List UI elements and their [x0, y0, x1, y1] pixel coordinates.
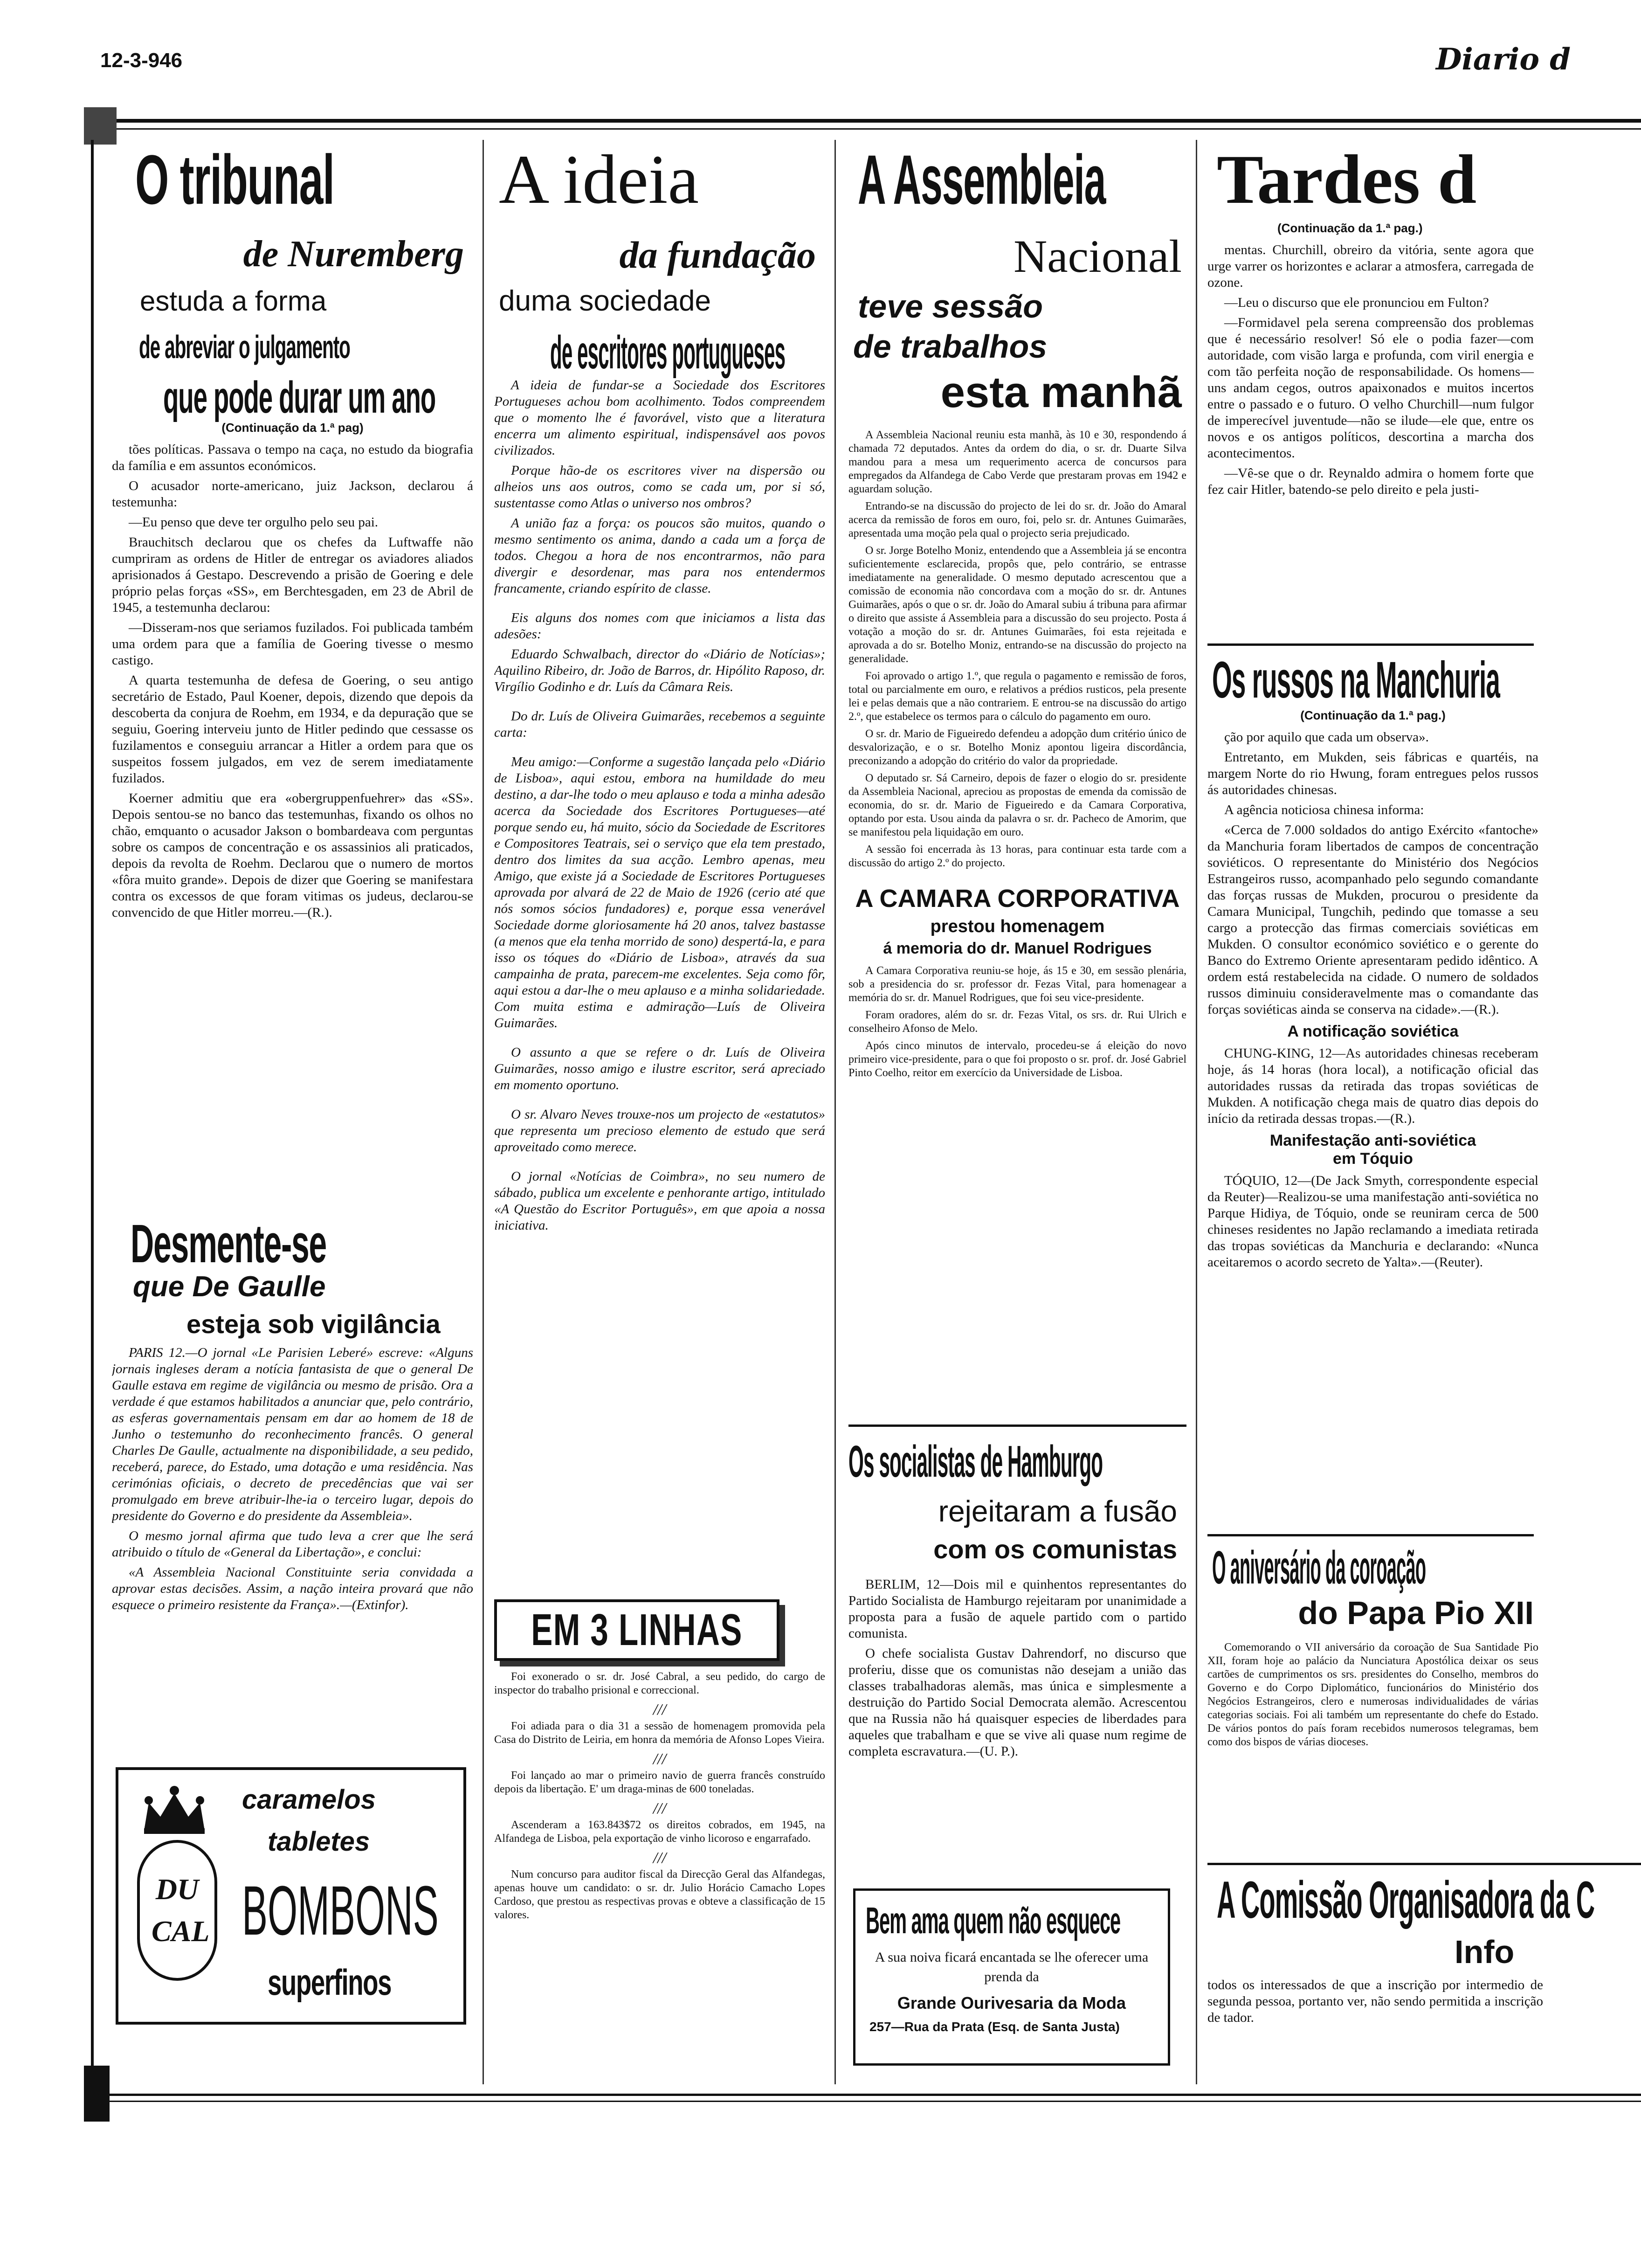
paragraph: —Disseram-nos que seriamos fuzilados. Foi publicada também uma ordem para que a família de Goering tivesse o mesmo castigo.: [112, 620, 473, 668]
headline: A Comissão Organisadora da C: [1217, 1871, 1595, 1929]
ad-line: BOMBONS: [242, 1871, 439, 1950]
paragraph: todos os interessados de que a inscrição por intermedio de segunda pessoa, portanto ver, não sendo permitida a inscrição de tador.: [1207, 1978, 1543, 2025]
paragraph: —Eu penso que deve ter orgulho pelo seu pai.: [129, 515, 379, 530]
bottom-rule-2: [84, 2101, 1641, 2102]
ad-name: Grande Ourivesaria da Moda: [897, 1993, 1126, 2012]
subheadline: de escritores portugueses: [550, 326, 786, 379]
subheadline: Info: [1455, 1934, 1515, 1970]
paragraph: O chefe socialista Gustav Dahrendorf, no discurso que proferiu, disse que os comunistas não desejam a união das classes trabalhadoras alemãs, mas única e simplesmente a destruição do Partido Social Democrata alemão. Acrescentou que na Russia não há quaisquer especies de liberdades para aqueles que trabalham e que se vive ali quase num regime de completa escravatura.—(U. P.).: [848, 1646, 1186, 1759]
article-papa: [1207, 1541, 1538, 1858]
paragraph: BERLIM, 12—Dois mil e quinhentos representantes do Partido Socialista de Hamburgo rejeitaram por unanimidade a proposta para a fusão de aquele partido com o partido comunista.: [848, 1577, 1186, 1641]
article-tardes: [1207, 140, 1641, 639]
paragraph: Entrando-se na discussão do projecto de lei do sr. dr. João do Amaral acerca da remissão de foros em ouro, foi, pelo sr. dr. Antunes Guimarães, apresentada uma moção pela qual o projecto seria prejudicado.: [848, 500, 1186, 539]
paragraph: mentas. Churchill, obreiro da vitória, sente agora que urge varrer os horizontes e aclarar a atmosfera, carregada de ozone.: [1207, 242, 1534, 290]
section-subheading: em Tóquio: [1333, 1150, 1413, 1168]
paragraph: A Camara Corporativa reuniu-se hoje, ás 15 e 30, em sessão plenária, sob a presidencia do sr. professor dr. Fezas Vital, para homenagear a memória do sr. dr. Manuel Rodrigues, que foi seu vice-presidente.: [848, 965, 1186, 1004]
page-date: 12-3-946: [100, 49, 183, 72]
section-heading: A CAMARA CORPORATIVA: [855, 885, 1180, 913]
subheadline: duma sociedade: [499, 285, 711, 317]
headline: Tardes d: [1217, 141, 1477, 218]
paragraph: Eis alguns dos nomes com que iniciamos a lista das adesões:: [494, 610, 825, 642]
ad-line: caramelos: [242, 1784, 376, 1815]
top-rule-thin: [84, 128, 1641, 130]
ad-ducal: [116, 1767, 466, 2025]
column-divider: [483, 140, 484, 2084]
section-rule: [1207, 1863, 1641, 1865]
paragraph: TÓQUIO, 12—(De Jack Smyth, correspondente especial da Reuter)—Realizou-se uma manifestação anti-soviética no Parque Hidiya, de Tóquio, onde se reuniram cerca de 500 chineses residentes no Japão reclamando a imediata retirada das tropas soviéticas da Manchuria e declarando: «Nunca aceitaremos o acordo secreto de Yalta».—(Reuter).: [1207, 1173, 1538, 1270]
subheadline: de Nuremberg: [243, 234, 464, 275]
paragraph: —Vê-se que o dr. Reynaldo admira o homem forte que fez cair Hitler, batendo-se pelo direito e pela justi-: [1207, 466, 1534, 497]
separator: ///: [653, 1701, 667, 1718]
left-border: [91, 140, 94, 2098]
paragraph: A ideia de fundar-se a Sociedade dos Escritores Portugueses achou bom acolhimento. Todos compreendem que o momento lhe é favorável, visto que a literatura encerra um alimento espiritual, indispensável aos povos civilizados.: [494, 378, 825, 458]
paragraph: A Assembleia Nacional reuniu esta manhã, às 10 e 30, respondendo á chamada 72 deputados. Antes da ordem do dia, o sr. dr. Duarte Silva mandou para a mesa um requerimento acerca de concursos para empregados da Alfandega de Cabo Verde que prestaram provas em 1942 e aguardam solução.: [848, 429, 1186, 495]
subheadline: rejeitaram a fusão: [938, 1494, 1177, 1528]
ad-text: A sua noiva ficará encantada se lhe oferecer uma prenda da: [875, 1950, 1149, 1984]
crown-icon: [139, 1784, 209, 1835]
paragraph: O deputado sr. Sá Carneiro, depois de fazer o elogio do sr. presidente da Assembleia Nacional, apreciou as propostas de emenda da comissão de economia, do sr. dr. Mario de Figueiredo e da Camara Corporativa, optando por esta. Usou ainda da palavra o sr. dr. Pacheco de Amorim, que se manifestou pela liquidação em ouro.: [848, 772, 1186, 838]
section-rule: [848, 1424, 1186, 1427]
paragraph: tões políticas. Passava o tempo na caça, no estudo da biografia da família e em assuntos económicos.: [112, 442, 473, 473]
ducal-logo: [137, 1840, 217, 1981]
paragraph: CHUNG-KING, 12—As autoridades chinesas receberam hoje, ás 14 horas (hora local), a notificação oficial das autoridades russas da retirada das tropas soviéticas de Mukden. A notificação chega mais de quatro dias depois do início da retirada dessas tropas.—(R.).: [1207, 1046, 1538, 1126]
brief-item: Foi exonerado o sr. dr. José Cabral, a seu pedido, do cargo de inspector do trabalho prisional e correccional.: [494, 1671, 825, 1696]
paragraph: Meu amigo:—Conforme a sugestão lançada pelo «Diário de Lisboa», aqui estou, embora na humildade do meu destino, a dar-lhe todo o meu aplauso e toda a minha adesão acerca da Sociedade dos Escritores Portugueses—até porque sendo eu, há muito, sócio da Sociedade de Escritores e Compositores Teatrais, sei o serviço que ela tem prestado, dentro dos limites da sua acção. Lembro apenas, meu Amigo, que existe já a Sociedade de Escritores Portugueses aprovada por alvará de 22 de Maio de 1926 (cerio até que nós somos sócios fundadores) e, porque essa venerável Sociedade dorme gloriosamente há 20 anos, talvez bastasse (a menos que ela tenha morrido de sono) despertá-la, e para isso os tóques do «Diário de Lisboa», através da sua campainha de prata, parecem-me excelentes. Seja como fôr, aqui estou a dar-lhe o meu aplauso e a minha solidariedade. Com muita estima e admiração—Luís de Oliveira Guimarães.: [494, 754, 825, 1030]
em3linhas-title-box: [494, 1599, 779, 1661]
subheadline: do Papa Pio XII: [1298, 1595, 1534, 1631]
paragraph: O mesmo jornal afirma que tudo leva a crer que lhe será atribuido o título de «General da Libertação», e conclui:: [112, 1528, 473, 1560]
brief-item: Foi adiada para o dia 31 a sessão de homenagem promovida pela Casa do Distrito de Leiria, em honra da memória de Afonso Lopes Vieira.: [494, 1720, 825, 1746]
paragraph: Comemorando o VII aniversário da coroação de Sua Santidade Pio XII, foram hoje ao palácio da Nunciatura Apostólica deixar os seus cartões de cumprimentos os srs. presidentes do Conselho, membros do Governo e do Corpo Diplomático, funcionários do Ministério dos Negócios Estrangeiros, clero e numerosas individualidades de várias categorias sociais. Foi ali também um representante do chefe do Estado. De vários pontos do país foram recebidos numerosos telegramas, bem como dos bispos de várias dioceses.: [1207, 1641, 1538, 1748]
masthead: Diario d: [1436, 42, 1571, 77]
paragraph: Entretanto, em Mukden, seis fábricas e quartéis, na margem Norte do rio Hwung, foram entregues pelos russos ás autoridades chinesas.: [1207, 750, 1538, 797]
paragraph: Koerner admitiu que era «obergruppenfuehrer» das «SS». Depois sentou-se no banco das testemunhas, fixando os olhos no chão, emquanto o acusador Jakson o bombardeava com perguntas sobre os campos de concentração e os assassinios ali praticados, depois da revolta de Roehm. Declarou que o numero de mortos «fôra muito grande». Depois de dizer que Goering se manifestara contra os excessos de que foram vitimas os judeus, declarou-se convencido de que Hitler morreu.—(R.).: [112, 791, 473, 920]
bottom-rule: [84, 2094, 1641, 2096]
continuation-note: (Continuação da 1.ª pag.): [1277, 221, 1423, 235]
paragraph: O sr. Jorge Botelho Moniz, entendendo que a Assembleia já se encontra suficientemente esclarecida, propôs que, pelo contrário, se entrasse imediatamente na generalidade. O mesmo deputado acrescentou que a comissão de economia não concordava com a moção do sr. dr. Antunes Guimarães, após o que o sr. dr. João do Amaral subiu á tribuna para afirmar o direito que assiste á Assembleia para a discussão do seu projecto. Posta á votação a moção do sr. dr. Antunes Guimarães, foi esta rejeitada e aprovada a do sr. Botelho Moniz, entrando-se na discussão do projecto na generalidade.: [848, 545, 1186, 665]
paragraph: O acusador norte-americano, juiz Jackson, declarou á testemunha:: [112, 478, 473, 510]
paragraph: ção por aquilo que cada um observa».: [1224, 730, 1429, 745]
em3linhas-title: EM 3 LINHAS: [531, 1605, 743, 1655]
paragraph: —Leu o discurso que ele pronunciou em Fulton?: [1224, 295, 1489, 310]
subheadline: teve sessão: [858, 288, 1043, 325]
paragraph: O sr. Alvaro Neves trouxe-nos um projecto de «estatutos» que representa um precioso elemento de estudo que será aproveitado como merece.: [494, 1107, 825, 1155]
headline: Os socialistas de Hamburgo: [848, 1437, 1103, 1487]
subheadline: que De Gaulle: [133, 1271, 326, 1303]
separator: ///: [653, 1800, 667, 1817]
subheadline: esta manhã: [940, 367, 1182, 416]
paragraph: «A Assembleia Nacional Constituinte seria convidada a aprovar estas decisões. Assim, a nação inteira provará que não esquece o primeiro resistente da França».—(Extinfor).: [112, 1565, 473, 1612]
paragraph: O jornal «Notícias de Coimbra», no seu numero de sábado, publica um excelente e penhorante artigo, intitulado «A Questão do Escritor Português», em que apoia a nossa iniciativa.: [494, 1169, 825, 1233]
logo-text: DU CAL: [152, 1873, 210, 1948]
section-subheading: prestou homenagem: [930, 917, 1105, 936]
subheadline: de abreviar o julgamento: [139, 329, 350, 365]
brief-item: Num concurso para auditor fiscal da Direcção Geral das Alfandegas, apenas houve um candidato: o sr. dr. Julio Horácio Camacho Lopes Cardoso, que prestou as respectivas provas e obteve a classificação de 15 valores.: [494, 1868, 825, 1921]
headline: Desmente-se: [131, 1213, 327, 1274]
brief-item: Ascenderam a 163.843$72 os direitos cobrados, em 1945, na Alfandega de Lisboa, pela exportação de vinho licoroso e engarrafado.: [494, 1819, 825, 1845]
article-comissao: [1207, 1870, 1641, 2084]
separator: ///: [653, 1750, 667, 1768]
headline: O tribunal: [135, 140, 334, 219]
paragraph: Do dr. Luís de Oliveira Guimarães, recebemos a seguinte carta:: [494, 709, 825, 740]
paragraph: Eduardo Schwalbach, director do «Diário de Notícias»; Aquilino Ribeiro, dr. João de Barros, dr. Hipólito Raposo, dr. Virgílio Godinho e dr. Luís da Câmara Reis.: [494, 647, 825, 694]
headline: A Assembleia: [858, 140, 1106, 219]
ad-title: Bem ama quem não esquece: [866, 1900, 1121, 1941]
headline: Os russos na Manchuria: [1212, 651, 1500, 709]
column-divider: [834, 140, 836, 2084]
headline: A ideia: [499, 141, 699, 218]
section-em-3-linhas: [494, 1599, 825, 2084]
continuation-note: (Continuação da 1.ª pag): [221, 421, 364, 435]
article-escritores: [494, 140, 825, 1576]
brief-item: Foi lançado ao mar o primeiro navio de guerra francês construído depois da libertação. E' um draga-minas de 600 toneladas.: [494, 1770, 825, 1795]
paragraph: A sessão foi encerrada às 13 horas, para continuar esta tarde com a discussão do artigo 2.º do projecto.: [848, 844, 1186, 869]
paragraph: Foi aprovado o artigo 1.º, que regula o pagamento e remissão de foros, total ou parcialmente em ouro, e relativos a prédios rusticos, pela presente lei e pelas demais que a não contrariem. E entrou-se na discussão do artigo 2.º, que estabelece os termos para o cálculo do pagamento em ouro.: [848, 670, 1186, 723]
headline: O aniversário da coroação: [1212, 1542, 1426, 1594]
paragraph: O assunto a que se refere o dr. Luís de Oliveira Guimarães, nosso amigo e ilustre escritor, será apreciado em momento oportuno.: [494, 1045, 825, 1093]
subheadline: estuda a forma: [140, 285, 327, 317]
paragraph: Brauchitsch declarou que os chefes da Luftwaffe não cumpriram as ordens de Hitler de entregar os aviadores aliados aprisionados á Gestapo. Descrevendo a prisão de Goering e dele próprio pelas forças «SS», em Berchtesgaden, em 23 de Abril de 1945, a testemunha declarou:: [112, 535, 473, 615]
subheadline: esteja sob vigilância: [186, 1309, 441, 1339]
separator: ///: [653, 1849, 667, 1867]
section-rule: [1207, 643, 1534, 646]
paragraph: Porque hão-de os escritores viver na dispersão ou alheios uns aos outros, como se cada um, por si só, sustentasse como Atlas o universo nos ombros?: [494, 463, 825, 511]
column-divider: [1196, 140, 1197, 2084]
article-de-gaulle: [112, 1212, 473, 1753]
subheadline: de trabalhos: [853, 328, 1048, 365]
ad-line: tabletes: [268, 1826, 370, 1857]
top-rule: [84, 119, 1641, 123]
paragraph: «Cerca de 7.000 soldados do antigo Exército «fantoche» da Manchuria foram libertados de campos de concentração soviéticos. O representante do Ministério dos Negócios Estrangeiros russo, acompanhado pelo segundo comandante das forças russas de Mukden, procurou o presidente da Camara Municipal, Tungchih, pedindo que tomasse a seu cargo a protecção das firmas comerciais soviéticas em Mukden. O consultor económico soviético e o gerente do Banco do Extremo Oriente apresentaram pedido idêntico. A ordem está restabelecida na cidade. O numero de soldados russos diminuiu consideravelmente mas o comandante das forças soviéticas ainda se conserva na cidade».—(R.).: [1207, 823, 1538, 1017]
paragraph: —Formidavel pela serena compreensão dos problemas que é necessário resolver! Só ele o podia fazer—com autoridade, com visão larga e profunda, com viril energia e com tão perfeita noção de responsabilidade. Os homens—uns andam cegos, outros apaixonados e muitos incertos entre o passado e o futuro. O velho Churchill—num fulgor de imperecível juventude—não se ilude—ele que, entre os novos e os antigos políticos, descortina a marcha dos acontecimentos.: [1207, 315, 1534, 461]
section-subheading: á memoria do dr. Manuel Rodrigues: [883, 940, 1152, 957]
ad-ourivesaria: [853, 1888, 1170, 2066]
subheadline: que pode durar um ano: [163, 373, 436, 422]
paragraph: PARIS 12.—O jornal «Le Parisien Leberé» escreve: «Alguns jornais ingleses deram a notícia fantasista de que o general De Gaulle estava em regime de vigilância ou mesmo de prisão. Ora a verdade é que estamos habilitados a anunciar que, pelo contrário, as esferas governamentais pensam em dar ao homem de 18 de Junho o testemunho do reconhecimento francês. O general Charles De Gaulle, actualmente na disponibilidade, a seu pedido, receberá, parece, do Estado, uma dotação e uma residência. Nas cerimónias oficiais, o decreto de precedências que vai ser promulgado em breve atribuir-lhe-ia o terceiro lugar, depois do presidente do Governo e do presidente da Assembleia».: [112, 1345, 473, 1523]
article-assembleia: [848, 140, 1186, 1418]
ad-address: 257—Rua da Prata (Esq. de Santa Justa): [869, 2019, 1120, 2034]
ad-line: superfinos: [268, 1962, 392, 2003]
section-rule: [1207, 1534, 1534, 1536]
paragraph: O sr. dr. Mario de Figueiredo defendeu a adopção dum critério único de desvalorização, e o sr. Botelho Moniz apontou ligeira discordância, preconizando a adopção do critério do valor da propriedade.: [848, 728, 1186, 767]
section-subheading: Manifestação anti-soviética: [1269, 1132, 1476, 1149]
paragraph: A quarta testemunha de defesa de Goering, o seu antigo secretário de Estado, Paul Koener, depois, dizendo que depois da descoberta da conjura de Roehm, em 1934, e da depuração que se seguiu, Goering interveiu junto de Hitler pedindo que cessasse os fuzilamentos e conseguiu arrancar a Hitler a ordem para que os suspeitos fossem julgados, em vez de serem imediatamente fuzilados.: [112, 673, 473, 786]
section-subheading: A notificação soviética: [1287, 1023, 1459, 1040]
article-hamburgo: [848, 1436, 1186, 1874]
article-nuremberg: [112, 140, 473, 1208]
subheadline: Nacional: [1014, 230, 1182, 282]
paragraph: A união faz a força: os poucos são muitos, quando o mesmo sentimento os anima, dando a cada um a força de todos. Chegou a hora de nos encontrarmos, não para divergir e desordenar, mas para nos entendermos francamente, criando espírito de classe.: [494, 516, 825, 596]
corner-mark-top: [84, 107, 117, 145]
subheadline: da fundação: [619, 234, 816, 276]
paragraph: Após cinco minutos de intervalo, procedeu-se á eleição do novo primeiro vice-presidente, para o que foi proposto o sr. prof. dr. José Gabriel Pinto Coelho, reitor em exercício da Universidade de Lisboa.: [848, 1040, 1186, 1079]
paragraph: Foram oradores, além do sr. dr. Fezas Vital, os srs. dr. Rui Ulrich e conselheiro Afonso de Melo.: [848, 1009, 1186, 1035]
subheadline: com os comunistas: [933, 1535, 1177, 1564]
paragraph: A agência noticiosa chinesa informa:: [1224, 802, 1424, 817]
continuation-note: (Continuação da 1.ª pag.): [1300, 708, 1446, 722]
article-manchuria: [1207, 650, 1538, 1527]
